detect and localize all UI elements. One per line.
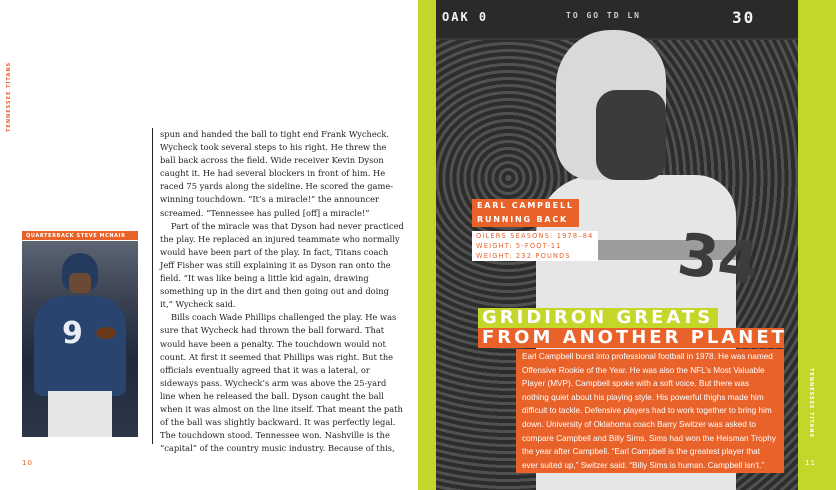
player-face (596, 90, 666, 180)
page-number-right: 11 (805, 459, 816, 467)
scoreboard-left: OAK 0 (442, 10, 489, 24)
scoreboard-right: 30 (732, 8, 756, 27)
sidebar-body-text: Earl Campbell burst into professional football in 1978. He was named Offensive Rookie of the Year. He was also the NFL’s Most Valuable Player (MVP). Campbell spoke with a soft voice. But there was nothing quiet about his playing style. His powerful thighs made him difficult to tackle. Defensive players had to work together to bring him down. University of Oklahoma coach Barry Switzer was asked to compare Campbell and Billy Sims. Sims had won the Heisman Trophy the year after Campbell. “Earl Campbell is the greatest player that ever suited up,” Switzer said. “Billy Sims is human. Campbell isn’t.” (516, 349, 784, 473)
stat-seasons: OILERS SEASONS: 1978–84 (476, 232, 594, 240)
running-head-right (804, 368, 816, 448)
photo-caption: QUARTERBACK STEVE MCNAIR (22, 231, 138, 240)
football (96, 327, 116, 339)
page-number-left: 10 (22, 459, 33, 467)
sidebar-headline (478, 307, 787, 348)
paragraph-3: Bills coach Wade Phillips challenged the play. He was sure that Wycheck had thrown the ball forward. That would have been a penalty. The touchdown would not count. At first it seemed that Phillips was right. But the officials eventually agreed that it was a lateral, or sideways pass. Wycheck’s arm was above the 25-yard line when he released the ball. Dyson caught the ball when it was almost on the line itself. That meant the path of the ball was slightly backward. It was perfectly legal. The touchdown stood. Tennessee won. Nashville is the “capital” of the country music industry. Because of this, (160, 312, 403, 454)
column-rule (152, 128, 153, 444)
paragraph-1: spun and handed the ball to tight end Frank Wycheck. Wycheck took several steps to his right. He threw the ball back across the field. Wide receiver Kevin Dyson caught it. He had several blockers in front of him. He raced 75 yards along the sideline. He scored the game-winning touchdown. “It’s a miracle!” the announcer screamed. “Tennessee has pulled [off] a miracle!” (160, 129, 394, 218)
player-name: EARL CAMPBELL (477, 201, 574, 210)
headline-line-1: GRIDIRON GREATS (478, 308, 718, 328)
player-stats (472, 231, 598, 261)
running-head-left-text: TENNESSEE TITANS (6, 61, 12, 132)
body-text-column (160, 128, 404, 455)
stat-weight: WEIGHT: 232 POUNDS (476, 252, 571, 260)
quarterback-photo (22, 241, 138, 437)
player-jersey-number: 34 (673, 219, 764, 299)
running-head-left (6, 52, 20, 132)
running-head-right-text: TENNESSEE TITANS (808, 368, 814, 439)
qb-face (69, 273, 91, 293)
player-position: RUNNING BACK (477, 215, 569, 224)
scoreboard-middle: TO GO TD LN (566, 11, 641, 20)
paragraph-2: Part of the miracle was that Dyson had never practiced the play. He replaced an injured teammate who normally would have been part of the play. In fact, Titans coach Jeff Fisher was still explaining it as Dyson ran onto the field. “It was like being a little kid again, drawing something up in the dirt and then going out and doing it,” Wycheck said. (160, 220, 404, 310)
player-name-tag (472, 199, 579, 227)
qb-pants (48, 391, 112, 437)
qb-jersey-number: 9 (62, 316, 83, 351)
stat-height: WEIGHT: 5-FOOT-11 (476, 242, 562, 250)
headline-line-2: FROM ANOTHER PLANET (478, 328, 784, 348)
